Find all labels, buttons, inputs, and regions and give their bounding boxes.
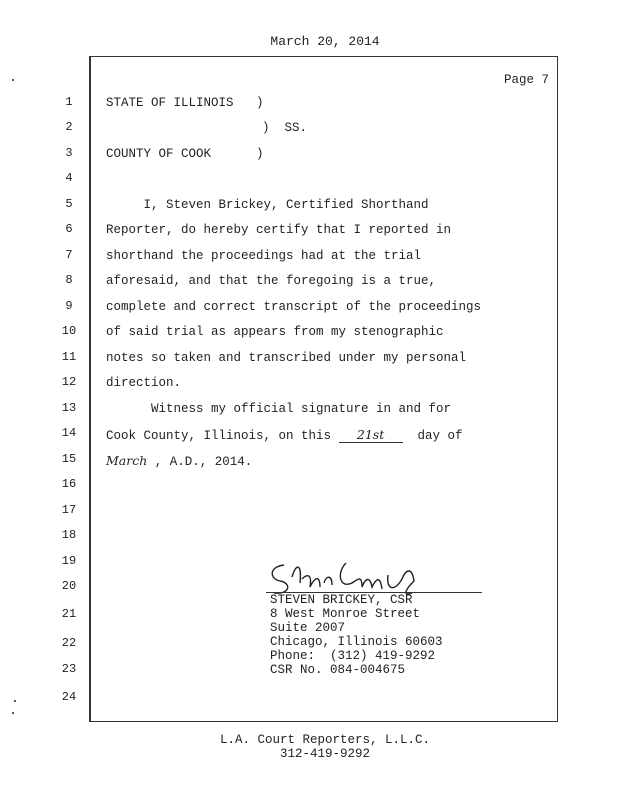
line-number: 9 [65, 299, 73, 313]
page-date-header: March 20, 2014 [270, 34, 380, 49]
reporter-address: 8 West Monroe Street [270, 607, 421, 621]
body-line: I, Steven Brickey, Certified Shorthand [106, 198, 429, 212]
reporter-name: STEVEN BRICKEY, CSR [270, 593, 413, 607]
line-number: 7 [65, 248, 73, 262]
handwritten-month: March [106, 453, 148, 468]
body-line: notes so taken and transcribed under my personal [106, 351, 467, 365]
body-line: aforesaid, and that the foregoing is a true, [106, 274, 437, 288]
line-number: 23 [61, 662, 77, 676]
line-number: 13 [61, 401, 77, 415]
handwritten-day: 21st [339, 427, 403, 443]
line-number: 10 [61, 324, 77, 338]
scan-speck [12, 712, 14, 714]
reporter-city: Chicago, Illinois 60603 [270, 635, 443, 649]
caption-ss: ) SS. [262, 121, 308, 135]
body-line: Reporter, do hereby certify that I reported in [106, 223, 452, 237]
body-line: of said trial as appears from my stenographic [106, 325, 444, 339]
line-number: 11 [61, 350, 77, 364]
scan-speck [12, 79, 14, 81]
year-text: , A.D., 2014. [147, 455, 253, 469]
line-number: 21 [61, 607, 77, 621]
date-prefix: Cook County, Illinois, on this [106, 429, 339, 443]
body-line: complete and correct transcript of the proceedings [106, 300, 482, 314]
line-number: 12 [61, 375, 77, 389]
line-number: 22 [61, 636, 77, 650]
line-number: 1 [65, 95, 73, 109]
line-number: 15 [61, 452, 77, 466]
reporter-suite: Suite 2007 [270, 621, 346, 635]
caption-county: COUNTY OF COOK ) [106, 147, 264, 161]
body-line: direction. [106, 376, 182, 390]
line-number: 19 [61, 554, 77, 568]
footer-phone: 312-419-9292 [279, 747, 370, 761]
line-number: 17 [61, 503, 77, 517]
line-number: 5 [65, 197, 73, 211]
reporter-csr-number: CSR No. 084-004675 [270, 663, 406, 677]
line-number: 20 [61, 579, 77, 593]
footer-company: L.A. Court Reporters, L.L.C. [219, 733, 431, 747]
line-number: 18 [61, 528, 77, 542]
line-number: 3 [65, 146, 73, 160]
line-number: 24 [61, 690, 77, 704]
caption-state: STATE OF ILLINOIS ) [106, 96, 264, 110]
body-line-date [106, 427, 463, 443]
line-number: 2 [65, 120, 73, 134]
body-line: shorthand the proceedings had at the trial [106, 249, 422, 263]
date-suffix: day of [402, 429, 463, 443]
line-number: 8 [65, 273, 73, 287]
line-number: 16 [61, 477, 77, 491]
body-line-month [106, 453, 252, 469]
line-number: 14 [61, 426, 77, 440]
reporter-phone: Phone: (312) 419-9292 [270, 649, 436, 663]
line-number: 6 [65, 222, 73, 236]
body-line: Witness my official signature in and for [106, 402, 452, 416]
page-number: Page 7 [503, 73, 549, 87]
line-number: 4 [65, 171, 73, 185]
scan-speck [14, 700, 16, 702]
